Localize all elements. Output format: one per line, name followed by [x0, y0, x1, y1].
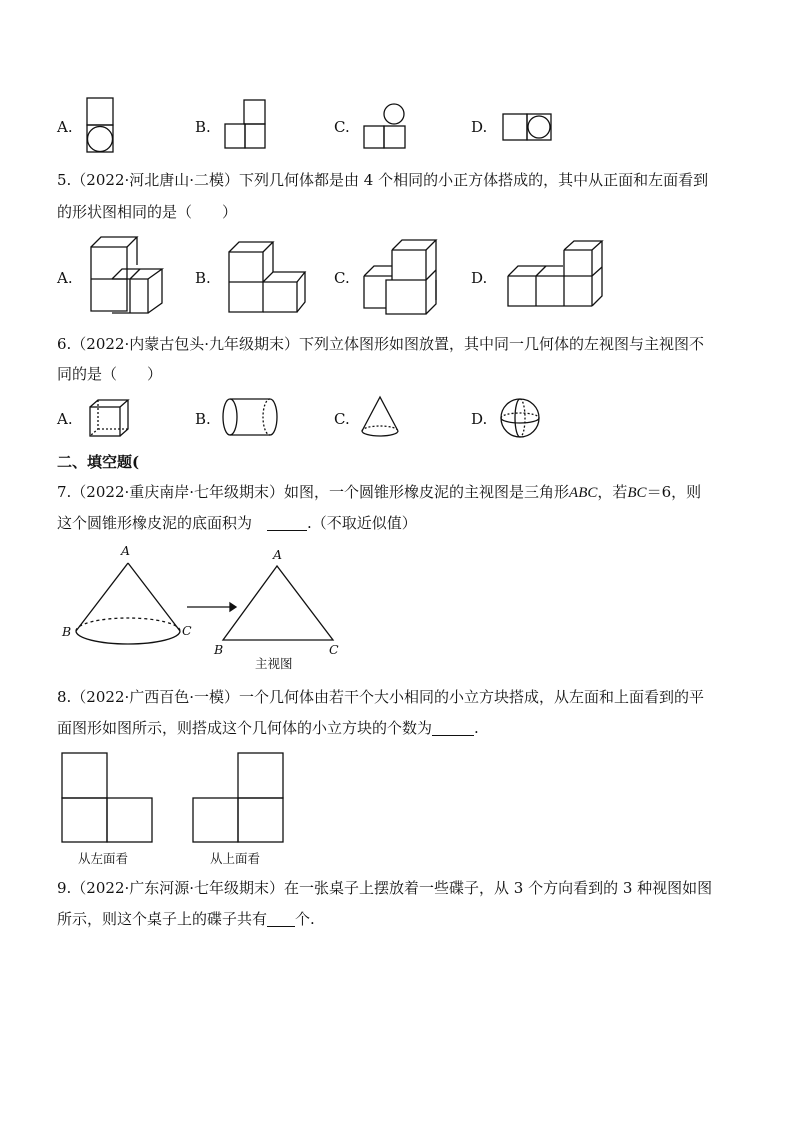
- q9-text-line2: 所示，则这个桌子上的碟子共有 个.: [57, 910, 315, 928]
- q6-option-b-label: B.: [195, 410, 211, 428]
- q8-top-view-caption: 从上面看: [210, 851, 261, 866]
- q6-figure-sphere: [499, 398, 543, 440]
- q6-option-a-label: A.: [57, 410, 73, 428]
- q7-cone-label-b: B: [62, 624, 72, 639]
- q6-option-c-label: C.: [334, 410, 350, 428]
- q7-triangle-label-c: C: [329, 642, 339, 657]
- q7-text-line2: 这个圆锥形橡皮泥的底面积为 .（不取近似值）: [57, 514, 417, 532]
- q5-text-line2: 的形状图相同的是（ ）: [57, 203, 238, 221]
- q5-text-line1: 5.（2022·河北唐山·二模）下列几何体都是由 4 个相同的小正方体搭成的，其中从正面和左面看到: [57, 171, 709, 189]
- q5-option-a-label: A.: [57, 269, 73, 287]
- q7-cone-label-c: C: [182, 623, 192, 638]
- q8-answer-blank[interactable]: [432, 719, 474, 736]
- q5-figure-b: [225, 238, 307, 314]
- q5-option-b-label: B.: [195, 269, 211, 287]
- q7-answer-blank[interactable]: [267, 514, 307, 531]
- figure-option-b: [224, 99, 288, 153]
- q8-text-line2: 面图形如图所示，则搭成这个几何体的小立方块的个数为 .: [57, 719, 479, 737]
- q7-triangle-label-b: B: [214, 642, 224, 657]
- q8-text-line1: 8.（2022·广西百色·一模）一个几何体由若干个大小相同的小立方块搭成，从左面和上面看到的平: [57, 688, 705, 706]
- q6-option-d-label: D.: [471, 410, 488, 428]
- q9-answer-blank[interactable]: [267, 910, 295, 927]
- q5-figure-d: [505, 240, 605, 310]
- q6-figure-cube: [88, 398, 132, 440]
- q7-front-view-triangle: [220, 562, 340, 647]
- q6-text-line1: 6.（2022·内蒙古包头·九年级期末）下列立体图形如图放置，其中同一几何体的左视图与主视图不: [57, 335, 705, 353]
- q6-figure-cylinder: [222, 397, 280, 441]
- figure-option-c: [363, 102, 409, 152]
- q5-option-c-label: C.: [334, 269, 350, 287]
- q5-figure-c: [362, 236, 444, 318]
- q7-front-view-caption: 主视图: [255, 656, 293, 671]
- q5-option-d-label: D.: [471, 269, 488, 287]
- option-c-label: C.: [334, 118, 350, 136]
- q5-figure-a: [86, 235, 168, 317]
- section-heading: 二、填空题(: [57, 453, 140, 471]
- q6-figure-cone: [360, 395, 402, 441]
- option-b-label: B.: [195, 118, 211, 136]
- option-d-label: D.: [471, 118, 488, 136]
- q7-text-line1: 7.（2022·重庆南岸·七年级期末）如图，一个圆锥形橡皮泥的主视图是三角形ABC，若BC＝6，则: [57, 483, 702, 501]
- option-a-label: A.: [57, 118, 73, 136]
- q9-text-line1: 9.（2022·广东河源·七年级期末）在一张桌子上摆放着一些碟子，从 3 个方向看到的 3 种视图如图: [57, 879, 713, 897]
- q7-triangle-label-a: A: [273, 547, 283, 562]
- q6-text-line2: 同的是（ ）: [57, 365, 163, 383]
- figure-option-d: [502, 113, 554, 143]
- figure-option-a: [86, 97, 116, 155]
- q8-left-view-caption: 从左面看: [78, 851, 129, 866]
- q7-cone-label-a: A: [121, 543, 131, 558]
- q8-left-view-figure: [61, 752, 155, 844]
- q8-top-view-figure: [192, 752, 286, 844]
